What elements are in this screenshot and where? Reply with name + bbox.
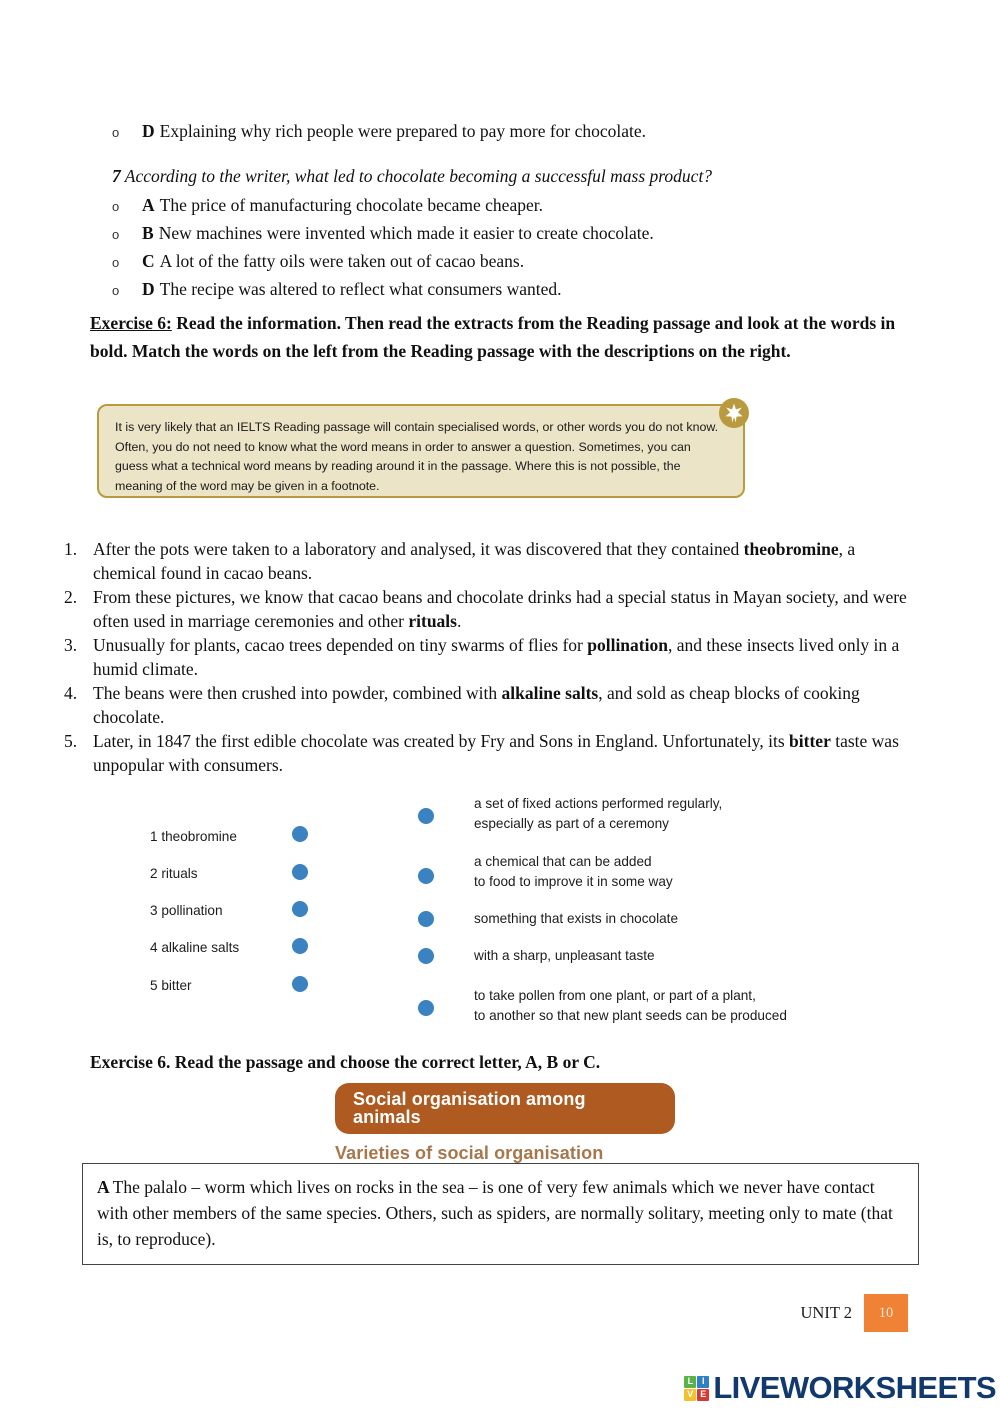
text-after-bold: , a chemical found in cacao beans.: [93, 539, 856, 583]
passage-letter: A: [97, 1177, 110, 1197]
option-letter: D: [142, 121, 155, 141]
option-letter: C: [142, 251, 155, 271]
question-7-stem: [112, 163, 942, 190]
connector-dot-icon[interactable]: [292, 976, 308, 992]
list-item-number: 3.: [64, 635, 78, 655]
match-right-line: to take pollen from one plant, or part of a plant,: [474, 988, 756, 1003]
list-item-number: 1.: [64, 539, 78, 559]
connector-dot-icon[interactable]: [292, 826, 308, 842]
exercise-6-instruction: Read the information. Then read the extracts from the Reading passage and look at the words in bold. Match the words on the left from the Reading passage with the descriptions on the right.: [90, 313, 896, 361]
logo-tile-i: I: [697, 1376, 709, 1388]
option-letter: B: [142, 223, 154, 243]
connector-dot-icon[interactable]: [292, 901, 308, 917]
match-right-line: something that exists in chocolate: [474, 911, 679, 926]
match-right-item-5: [474, 986, 874, 1026]
bold-keyword: alkaline salts: [501, 683, 599, 703]
question-number: 7: [112, 166, 121, 186]
match-left-label: 3 pollination: [150, 902, 223, 918]
exercise-6-label: Exercise 6:: [90, 313, 172, 333]
match-right-item-1: [474, 794, 874, 834]
multiple-choice-section: [112, 118, 942, 304]
option-row-7c[interactable]: [112, 248, 942, 276]
logo-wordmark: LIVEWORKSHEETS: [713, 1370, 996, 1405]
bold-keyword: bitter: [789, 731, 831, 751]
option-text: Explaining why rich people were prepared to pay more for chocolate.: [159, 121, 647, 141]
option-letter: A: [142, 195, 155, 215]
banner-title: Social organisation among animals: [335, 1083, 675, 1134]
match-right-line: to food to improve it in some way: [474, 874, 673, 889]
tip-box-text: It is very likely that an IELTS Reading passage will contain specialised words, or other words you do not know. Often, you do not need to know what the word means in order to answer a question. Sometimes, you can guess what a technical word means by reading around it in the passage. Where this is not possible, the meaning of the word may be given in a footnote.: [115, 420, 719, 493]
logo-tiles: [684, 1376, 709, 1401]
list-item-number: 4.: [64, 683, 78, 703]
match-right-line: especially as part of a ceremony: [474, 816, 669, 831]
list-item-text: [93, 585, 920, 633]
passage-text: The palalo – worm which lives on rocks in the sea – is one of very few animals which we never have contact with other members of the same species. Others, such as spiders, are normally solitary, meeting only to mate (that is, to reproduce).: [97, 1177, 893, 1249]
match-right-item-4: [474, 946, 874, 966]
list-item: [60, 537, 920, 585]
logo-tile-e: E: [697, 1389, 709, 1401]
match-right-dot-4[interactable]: [418, 948, 434, 964]
connector-dot-icon[interactable]: [418, 911, 434, 927]
tip-box-container: [97, 398, 749, 503]
option-text: A lot of the fatty oils were taken out of cacao beans.: [159, 251, 525, 271]
radio-bullet-icon[interactable]: o: [112, 283, 120, 298]
connector-dot-icon[interactable]: [418, 808, 434, 824]
connector-dot-icon[interactable]: [418, 948, 434, 964]
radio-bullet-icon[interactable]: o: [112, 255, 120, 270]
list-item-text: [93, 537, 920, 585]
text-before-bold: After the pots were taken to a laboratory and analysed, it was discovered that they contained: [93, 539, 744, 559]
bold-keyword: theobromine: [743, 539, 839, 559]
bold-keyword: pollination: [587, 635, 668, 655]
text-after-bold: , and these insects lived only in a humid climate.: [93, 635, 900, 679]
match-right-dot-2[interactable]: [418, 868, 434, 884]
text-after-bold: taste was unpopular with consumers.: [93, 731, 899, 775]
match-left-dot-4[interactable]: [292, 938, 308, 954]
star-icon: [719, 398, 749, 428]
option-text: The price of manufacturing chocolate became cheaper.: [159, 195, 543, 215]
match-left-label: 4 alkaline salts: [150, 939, 240, 955]
option-row-7d[interactable]: [112, 276, 942, 304]
match-right-dot-1[interactable]: [418, 808, 434, 824]
match-left-dot-1[interactable]: [292, 826, 308, 842]
connector-dot-icon[interactable]: [418, 868, 434, 884]
list-item: [60, 729, 920, 777]
list-item-number: 2.: [64, 587, 78, 607]
radio-bullet-icon[interactable]: o: [112, 199, 120, 214]
option-text: New machines were invented which made it easier to create chocolate.: [158, 223, 654, 243]
connector-dot-icon[interactable]: [292, 938, 308, 954]
match-left-label: 1 theobromine: [150, 828, 237, 844]
extracts-list: [60, 537, 920, 777]
match-right-line: a set of fixed actions performed regularly,: [474, 796, 723, 811]
list-item-number: 5.: [64, 731, 78, 751]
match-left-label: 5 bitter: [150, 977, 192, 993]
radio-bullet-icon[interactable]: o: [112, 125, 120, 140]
question-text: According to the writer, what led to chocolate becoming a successful mass product?: [124, 166, 713, 186]
bold-keyword: rituals: [408, 611, 457, 631]
text-after-bold: .: [456, 611, 462, 631]
match-right-line: with a sharp, unpleasant taste: [474, 948, 655, 963]
match-right-dot-3[interactable]: [418, 911, 434, 927]
match-left-label: 2 rituals: [150, 865, 198, 881]
exercise-6-heading: [90, 310, 918, 365]
text-before-bold: Later, in 1847 the first edible chocolate was created by Fry and Sons in England. Unfortunately, its: [93, 731, 790, 751]
passage-banner: [335, 1083, 675, 1164]
option-row-7a[interactable]: [112, 192, 942, 220]
list-item-text: [93, 681, 920, 729]
list-item: [60, 633, 920, 681]
match-right-dot-5[interactable]: [418, 1000, 434, 1016]
list-item-text: [93, 633, 920, 681]
matching-exercise: [150, 790, 870, 1025]
match-left-dot-3[interactable]: [292, 901, 308, 917]
unit-label: UNIT 2: [800, 1303, 852, 1322]
text-after-bold: , and sold as cheap blocks of cooking chocolate.: [93, 683, 860, 727]
match-right-item-2: [474, 852, 874, 892]
list-item-text: [93, 729, 920, 777]
match-left-dot-5[interactable]: [292, 976, 308, 992]
text-before-bold: Unusually for plants, cacao trees depended on tiny swarms of flies for: [93, 635, 588, 655]
unit-footer: [801, 1294, 908, 1332]
banner-subtitle: Varieties of social organisation: [335, 1143, 604, 1163]
exercise-6b-heading: Exercise 6. Read the passage and choose the correct letter, A, B or C.: [90, 1052, 601, 1072]
radio-bullet-icon[interactable]: o: [112, 227, 120, 242]
match-right-line: a chemical that can be added: [474, 854, 652, 869]
option-letter: D: [142, 279, 155, 299]
connector-dot-icon[interactable]: [292, 864, 308, 880]
liveworksheets-logo: [684, 1370, 996, 1406]
option-row-7b[interactable]: [112, 220, 942, 248]
match-right-item-3: [474, 909, 874, 929]
list-item: [60, 585, 920, 633]
page-number-badge: 10: [864, 1294, 908, 1332]
logo-tile-l: L: [684, 1376, 696, 1388]
passage-box: [82, 1163, 919, 1265]
text-before-bold: The beans were then crushed into powder, combined with: [93, 683, 502, 703]
match-left-dot-2[interactable]: [292, 864, 308, 880]
text-before-bold: From these pictures, we know that cacao beans and chocolate drinks had a special status in Mayan society, and were often used in marriage ceremonies and other: [93, 587, 907, 631]
option-text: The recipe was altered to reflect what consumers wanted.: [159, 279, 562, 299]
logo-tile-v: V: [684, 1389, 696, 1401]
match-right-line: to another so that new plant seeds can be produced: [474, 1008, 787, 1023]
list-item: [60, 681, 920, 729]
connector-dot-icon[interactable]: [418, 1000, 434, 1016]
option-row-carryover-d[interactable]: [112, 118, 942, 146]
tip-box: [97, 404, 745, 498]
